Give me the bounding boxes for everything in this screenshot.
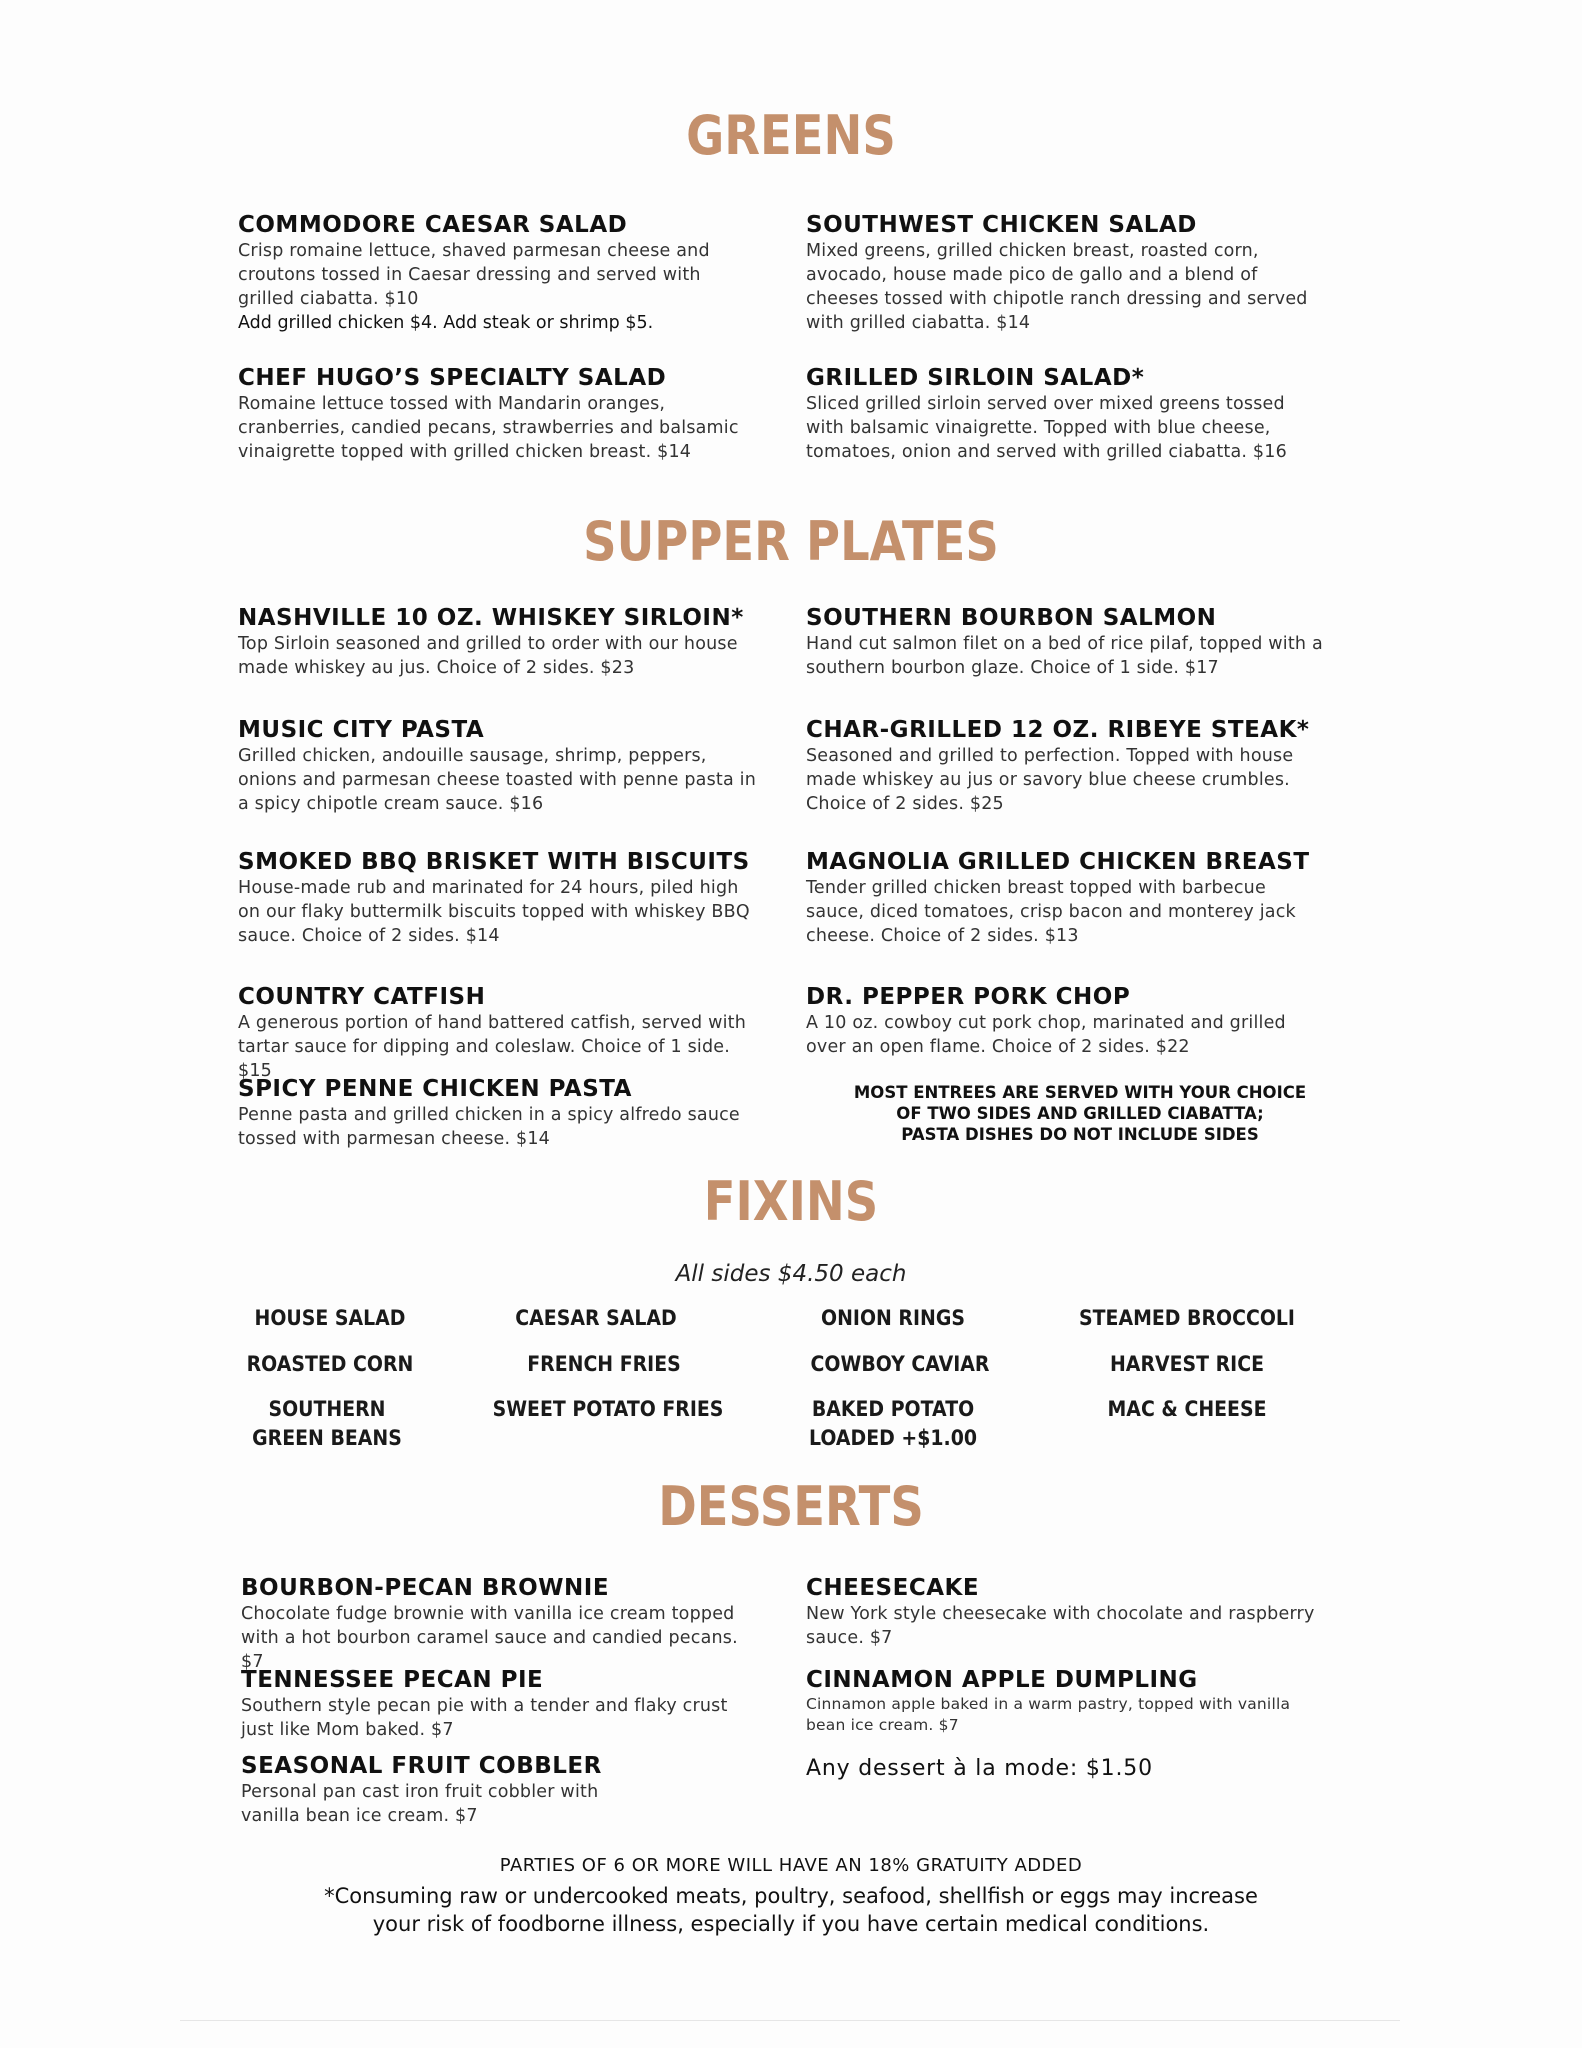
- side-item: [1070, 1350, 1304, 1379]
- item-name: MAGNOLIA GRILLED CHICKEN BREAST: [806, 849, 1310, 875]
- side-item: [1070, 1395, 1304, 1424]
- item-desc: Top Sirloin seasoned and grilled to order with our house made whiskey au jus. Choice of 2 sides. $23: [238, 634, 738, 678]
- side-item: [487, 1350, 721, 1379]
- side-label: LOADED +$1.00: [808, 1426, 978, 1450]
- note-line: MOST ENTREES ARE SERVED WITH YOUR CHOICE: [853, 1083, 1307, 1102]
- item-desc: A generous portion of hand battered catfish, served with tartar sauce for dipping and coleslaw. Choice of 1 side. $15: [238, 1013, 746, 1081]
- sides-price-note: All sides $4.50 each: [675, 1261, 907, 1287]
- menu-item: [238, 1075, 758, 1151]
- menu-item: [806, 211, 1326, 335]
- entree-sides-note: [810, 1082, 1350, 1145]
- item-name: CHEESECAKE: [806, 1575, 980, 1601]
- item-name: COUNTRY CATFISH: [238, 984, 486, 1010]
- item-desc: Hand cut salmon filet on a bed of rice pilaf, topped with a southern bourbon glaze. Choice of 1 side. $17: [806, 634, 1323, 678]
- item-desc: Mixed greens, grilled chicken breast, roasted corn, avocado, house made pico de gallo and a blend of cheeses tossed with chipotle ranch dressing and served with grilled ciabatta. $14: [806, 241, 1308, 333]
- item-desc: Sliced grilled sirloin served over mixed greens tossed with balsamic vinaigrette. Topped with blue cheese, tomatoes, onion and served with grilled ciabatta. $16: [806, 394, 1287, 462]
- menu-item: [806, 1666, 1326, 1736]
- item-name: SMOKED BBQ BRISKET WITH BISCUITS: [238, 849, 750, 875]
- warning-line: your risk of foodborne illness, especially if you have certain medical conditions.: [372, 1912, 1210, 1936]
- item-name: SEASONAL FRUIT COBBLER: [241, 1753, 602, 1779]
- side-item: [491, 1395, 725, 1424]
- side-item: [479, 1304, 713, 1333]
- menu-item: [806, 983, 1326, 1059]
- item-name: TENNESSEE PECAN PIE: [241, 1667, 544, 1693]
- side-item: [1070, 1304, 1304, 1333]
- bottom-divider: [180, 2020, 1400, 2021]
- item-name: BOURBON-PECAN BROWNIE: [241, 1575, 610, 1601]
- item-name: CHAR-GRILLED 12 OZ. RIBEYE STEAK*: [806, 717, 1310, 743]
- side-label: MAC & CHEESE: [1107, 1397, 1267, 1421]
- side-label: HOUSE SALAD: [254, 1306, 406, 1330]
- item-desc: A 10 oz. cowboy cut pork chop, marinated and grilled over an open flame. Choice of 2 sides. $22: [806, 1013, 1286, 1057]
- item-desc: Grilled chicken, andouille sausage, shrimp, peppers, onions and parmesan cheese toasted with penne pasta in a spicy chipotle cream sauce. $16: [238, 746, 756, 814]
- menu-item: [238, 716, 758, 816]
- side-label: STEAMED BROCCOLI: [1079, 1306, 1295, 1330]
- side-label: ONION RINGS: [821, 1306, 965, 1330]
- a-la-mode-note: Any dessert à la mode: $1.50: [806, 1756, 1153, 1781]
- item-name: SOUTHERN BOURBON SALMON: [806, 605, 1217, 631]
- menu-item: [238, 364, 758, 464]
- item-name: GRILLED SIRLOIN SALAD*: [806, 365, 1145, 391]
- side-label: HARVEST RICE: [1109, 1352, 1264, 1376]
- side-item: [783, 1350, 1017, 1379]
- side-label: BAKED POTATO: [811, 1397, 975, 1421]
- section-title-fixins: FIXINS: [703, 1170, 879, 1233]
- side-item: [213, 1350, 447, 1379]
- menu-item: [238, 983, 758, 1083]
- item-desc: Southern style pecan pie with a tender and flaky crust just like Mom baked. $7: [241, 1696, 728, 1740]
- item-desc: Romaine lettuce tossed with Mandarin oranges, cranberries, candied pecans, strawberries and balsamic vinaigrette topped with grilled chicken breast. $14: [238, 394, 739, 462]
- section-title-supper-plates: SUPPER PLATES: [583, 510, 999, 573]
- side-label: SOUTHERN: [268, 1397, 386, 1421]
- side-label: GREEN BEANS: [252, 1426, 402, 1450]
- warning-line: *Consuming raw or undercooked meats, poultry, seafood, shellfish or eggs may increase: [324, 1884, 1258, 1908]
- menu-item: [806, 716, 1326, 816]
- item-desc: Cinnamon apple baked in a warm pastry, topped with vanilla bean ice cream. $7: [806, 1695, 1291, 1734]
- side-item: [210, 1395, 444, 1453]
- item-name: CHEF HUGO’S SPECIALTY SALAD: [238, 365, 667, 391]
- menu-item: [241, 1666, 761, 1742]
- item-desc: Seasoned and grilled to perfection. Topped with house made whiskey au jus or savory blue cheese crumbles. Choice of 2 sides. $25: [806, 746, 1294, 814]
- note-line: OF TWO SIDES AND GRILLED CIABATTA;: [896, 1104, 1264, 1123]
- side-item: [776, 1304, 1010, 1333]
- note-line: PASTA DISHES DO NOT INCLUDE SIDES: [901, 1125, 1259, 1144]
- item-desc: Chocolate fudge brownie with vanilla ice cream topped with a hot bourbon caramel sauce and candied pecans. $7: [241, 1604, 738, 1672]
- side-item: [776, 1395, 1010, 1453]
- menu-item: [241, 1574, 761, 1674]
- side-label: CAESAR SALAD: [515, 1306, 677, 1330]
- item-addon: Add grilled chicken $4. Add steak or shrimp $5.: [238, 313, 654, 333]
- menu-item: [238, 848, 758, 948]
- side-label: COWBOY CAVIAR: [810, 1352, 990, 1376]
- item-name: COMMODORE CAESAR SALAD: [238, 212, 628, 238]
- side-label: ROASTED CORN: [246, 1352, 414, 1376]
- item-name: DR. PEPPER PORK CHOP: [806, 984, 1131, 1010]
- side-label: SWEET POTATO FRIES: [492, 1397, 724, 1421]
- item-desc: House-made rub and marinated for 24 hours, piled high on our flaky buttermilk biscuits topped with whiskey BBQ sauce. Choice of 2 sides. $14: [238, 878, 750, 946]
- side-label: FRENCH FRIES: [527, 1352, 681, 1376]
- item-desc: Penne pasta and grilled chicken in a spicy alfredo sauce tossed with parmesan cheese. $14: [238, 1105, 740, 1149]
- health-warning: [0, 1882, 1582, 1938]
- item-name: NASHVILLE 10 OZ. WHISKEY SIRLOIN*: [238, 605, 744, 631]
- menu-item: [806, 604, 1326, 680]
- gratuity-note: PARTIES OF 6 OR MORE WILL HAVE AN 18% GRATUITY ADDED: [499, 1855, 1083, 1876]
- item-name: SOUTHWEST CHICKEN SALAD: [806, 212, 1197, 238]
- menu-item: [238, 211, 758, 335]
- section-title-greens: GREENS: [686, 104, 896, 167]
- item-name: CINNAMON APPLE DUMPLING: [806, 1667, 1198, 1693]
- section-title-desserts: DESSERTS: [658, 1475, 924, 1538]
- menu-item: [806, 848, 1326, 948]
- item-name: SPICY PENNE CHICKEN PASTA: [238, 1076, 632, 1102]
- menu-item: [806, 1574, 1326, 1650]
- item-desc: Crisp romaine lettuce, shaved parmesan cheese and croutons tossed in Caesar dressing and served with grilled ciabatta. $10: [238, 241, 710, 309]
- side-item: [213, 1304, 447, 1333]
- item-desc: Tender grilled chicken breast topped with barbecue sauce, diced tomatoes, crisp bacon and monterey jack cheese. Choice of 2 sides. $13: [806, 878, 1296, 946]
- item-desc: New York style cheesecake with chocolate and raspberry sauce. $7: [806, 1604, 1315, 1648]
- item-name: MUSIC CITY PASTA: [238, 717, 485, 743]
- menu-item: [238, 604, 758, 680]
- item-desc: Personal pan cast iron fruit cobbler with vanilla bean ice cream. $7: [241, 1782, 599, 1826]
- menu-item: [806, 364, 1326, 464]
- menu-item: [241, 1752, 761, 1828]
